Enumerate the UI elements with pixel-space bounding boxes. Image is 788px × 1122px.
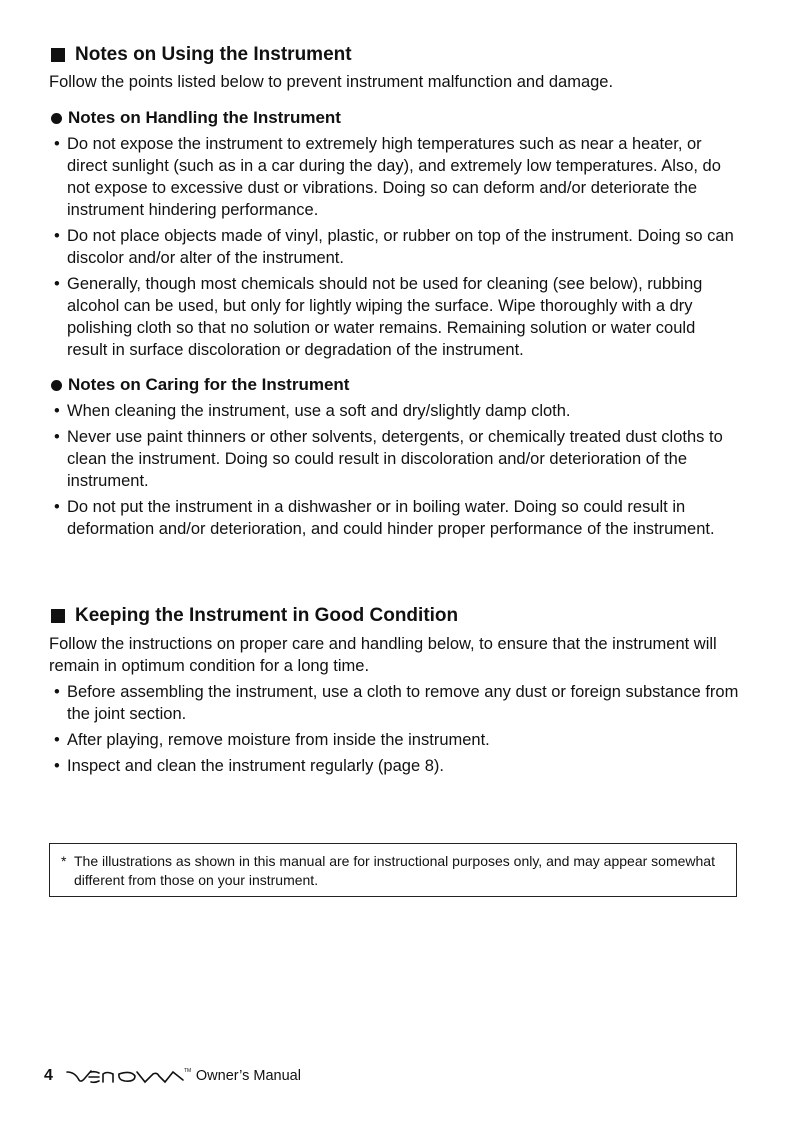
section-heading bbox=[49, 43, 739, 67]
list-item: • Do not place objects made of vinyl, plastic, or rubber on top of the instrument. Doing so can discolor and/or alter of the instrument. bbox=[49, 225, 739, 269]
subsection-handling bbox=[49, 107, 739, 365]
list-item: • Do not put the instrument in a dishwasher or in boiling water. Doing so could result in deformation and/or deterioration, and could hinder proper performance of the instrument. bbox=[49, 496, 739, 540]
illustration-note-box bbox=[49, 843, 737, 897]
venova-logo-icon bbox=[65, 1066, 190, 1086]
list-item: • Do not expose the instrument to extremely high temperatures such as near a heater, or direct sunlight (such as in a car during the day), and extremely low temperatures. Also, do not expose to excessive dust or vibrations. Doing so can deform and/or deteriorate the instrument hindering performance. bbox=[49, 133, 739, 221]
footer-label: Owner’s Manual bbox=[195, 1068, 301, 1084]
square-bullet-icon bbox=[51, 48, 65, 62]
heading-text: Notes on Handling the Instrument bbox=[68, 108, 341, 127]
list-item: • Never use paint thinners or other solvents, detergents, or chemically treated dust cloths to clean the instrument. Doing so could result in discoloration and/or deterioration of the instrument. bbox=[49, 426, 739, 492]
note-text: The illustrations as shown in this manual are for instructional purposes only, and may appear somewhat different from those on your instrument. bbox=[74, 853, 715, 888]
list-item: • When cleaning the instrument, use a soft and dry/slightly damp cloth. bbox=[49, 400, 739, 422]
section-using bbox=[49, 43, 739, 93]
square-bullet-icon bbox=[51, 609, 65, 623]
heading-text: Notes on Using the Instrument bbox=[75, 44, 352, 65]
circle-bullet-icon bbox=[51, 113, 62, 124]
section-intro: Follow the points listed below to prevent instrument malfunction and damage. bbox=[49, 73, 614, 91]
heading-text: Keeping the Instrument in Good Condition bbox=[75, 605, 459, 626]
subsection-heading bbox=[49, 374, 739, 396]
page-footer bbox=[44, 1066, 301, 1086]
section-intro: Follow the instructions on proper care and handling below, to ensure that the instrument will remain in optimum condition for a long time. bbox=[49, 635, 717, 675]
circle-bullet-icon bbox=[51, 380, 62, 391]
condition-list bbox=[49, 681, 739, 777]
caring-list bbox=[49, 400, 739, 540]
list-item: • Generally, though most chemicals should not be used for cleaning (see below), rubbing alcohol can be used, but only for lightly wiping the surface. Wipe thoroughly with a dry polishing cloth so that no solution or water remains. Remaining solution or water could result in surface discoloration or degradation of the instrument. bbox=[49, 273, 739, 361]
heading-text: Notes on Caring for the Instrument bbox=[68, 375, 350, 394]
svg-text:TM: TM bbox=[183, 1068, 192, 1074]
handling-list bbox=[49, 133, 739, 361]
asterisk: * bbox=[61, 853, 67, 869]
list-item: • Inspect and clean the instrument regularly (page 8). bbox=[49, 755, 739, 777]
list-item: • After playing, remove moisture from inside the instrument. bbox=[49, 729, 739, 751]
subsection-heading bbox=[49, 107, 739, 129]
subsection-caring bbox=[49, 374, 739, 544]
list-item: • Before assembling the instrument, use a cloth to remove any dust or foreign substance from the joint section. bbox=[49, 681, 739, 725]
page-number: 4 bbox=[44, 1067, 53, 1084]
section-condition bbox=[49, 604, 739, 781]
section-heading bbox=[49, 604, 739, 628]
